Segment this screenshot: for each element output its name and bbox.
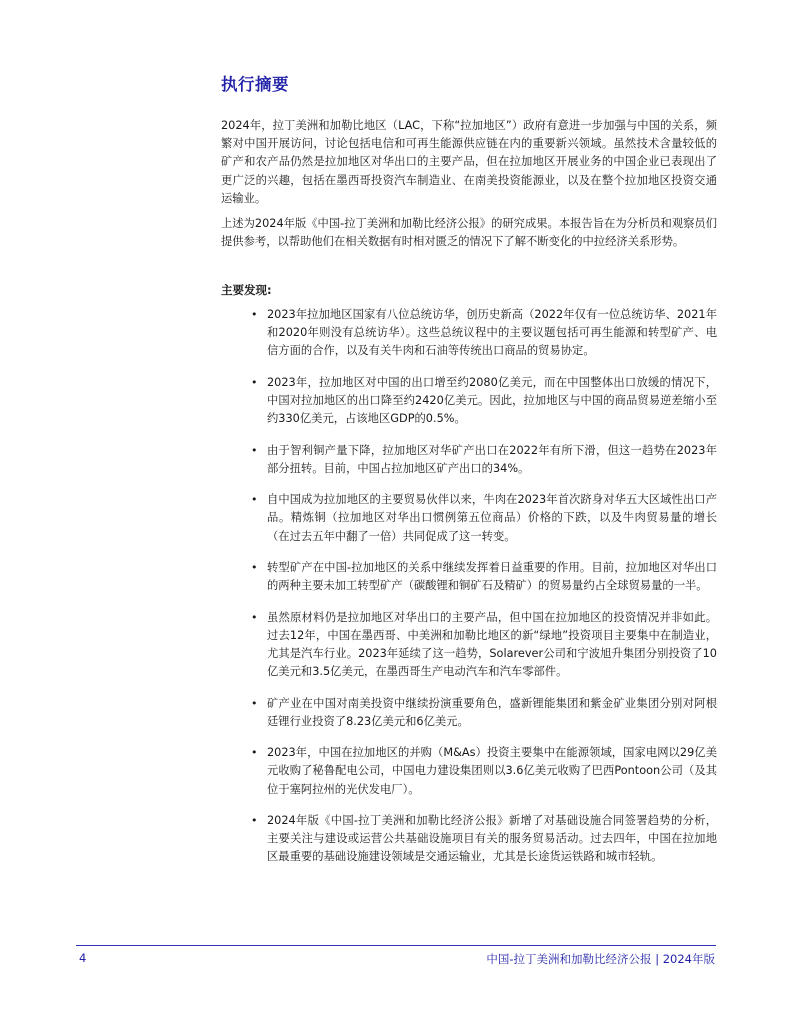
- finding-item: [221, 374, 717, 429]
- finding-text: 转型矿产在中国-拉加地区的关系中继续发挥着日益重要的作用。目前，拉加地区对华出口的两种主要未加工转型矿产（碳酸锂和铜矿石及精矿）的贸易量约占全球贸易量的一半。: [267, 560, 717, 593]
- finding-item: [221, 442, 717, 478]
- section-title: 执行摘要: [221, 75, 289, 94]
- finding-text: 2023年，中国在拉加地区的并购（M&As）投资主要集中在能源领域，国家电网以29亿美元收购了秘鲁配电公司，中国电力建设集团则以3.6亿美元收购了巴西Pontoon公司（及其位于塞阿拉州的光伏发电厂）。: [267, 746, 717, 796]
- bullet-icon: •: [251, 610, 258, 624]
- finding-text: 2023年，拉加地区对中国的出口增至约2080亿美元，而在中国整体出口放缓的情况下，中国对拉加地区的出口降至约2420亿美元。因此，拉加地区与中国的商品贸易逆差缩小至约330亿美元，占该地区GDP的0.5%。: [267, 375, 717, 426]
- bullet-icon: •: [251, 696, 258, 710]
- finding-item: [221, 695, 717, 731]
- bullet-icon: •: [251, 375, 258, 389]
- bullet-icon: •: [251, 308, 258, 321]
- finding-item: [221, 559, 717, 595]
- finding-item: [221, 744, 717, 799]
- finding-item: [221, 491, 717, 546]
- finding-item: [221, 609, 717, 682]
- bullet-icon: •: [251, 493, 258, 507]
- bullet-icon: •: [251, 443, 258, 457]
- finding-text: 自中国成为拉加地区的主要贸易伙伴以来，牛肉在2023年首次跻身对华五大区域性出口产品。精炼铜（拉加地区对华出口惯例第五位商品）价格的下跌，以及牛肉贸易量的增长（在过去五年中翻了一倍）共同促成了这一转变。: [267, 493, 717, 543]
- finding-text: 由于智利铜产量下降，拉加地区对华矿产出口在2022年有所下滑，但这一趋势在2023年部分扭转。目前，中国占拉加地区矿产出口的34%。: [267, 443, 717, 475]
- finding-text: 2023年拉加地区国家有八位总统访华，创历史新高（2022年仅有一位总统访华、2021年和2020年则没有总统访华）。这些总统议程中的主要议题包括可再生能源和转型矿产、电信方面的合作，以及有关牛肉和石油等传统出口商品的贸易协定。: [267, 308, 717, 358]
- finding-item: [221, 812, 717, 867]
- bullet-icon: •: [251, 813, 258, 827]
- findings-heading: 主要发现:: [221, 283, 272, 297]
- intro-paragraph: 2024年，拉丁美洲和加勒比地区（LAC，下称“拉加地区”）政府有意进一步加强与中国的关系，频繁对中国开展访问，讨论包括电信和可再生能源供应链在内的重要新兴领域。虽然技术含量较低的矿产和农产品仍然是拉加地区对华出口的主要产品，但在拉加地区开展业务的中国企业已表现出了更广泛的兴趣，包括在墨西哥投资汽车制造业、在南美投资能源业，以及在整个拉加地区投资交通运输业。: [221, 119, 717, 205]
- intro-paragraph: 上述为2024年版《中国-拉丁美洲和加勒比经济公报》的研究成果。本报告旨在为分析员和观察员们提供参考，以帮助他们在相关数据有时相对匮乏的情况下了解不断变化的中拉经济关系形势。: [221, 217, 718, 249]
- page-number: 4: [79, 951, 87, 965]
- bullet-icon: •: [251, 746, 258, 760]
- finding-item: [221, 306, 717, 361]
- footer-divider: [76, 945, 716, 946]
- finding-text: 虽然原材料仍是拉加地区对华出口的主要产品，但中国在拉加地区的投资情况并非如此。过去12年，中国在墨西哥、中美洲和加勒比地区的新“绿地”投资项目主要集中在制造业，尤其是汽车行业。2023年延续了这一趋势，Solarever公司和宁波旭升集团分别投资了10亿美元和3.5亿美元，在墨西哥生产电动汽车和汽车零部件。: [267, 610, 717, 679]
- bullet-icon: •: [251, 560, 258, 574]
- finding-text: 2024年版《中国-拉丁美洲和加勒比经济公报》新增了对基础设施合同签署趋势的分析，主要关注与建设或运营公共基础设施项目有关的服务贸易活动。过去四年，中国在拉加地区最重要的基础设施建设领域是交通运输业，尤其是长途货运铁路和城市轻轨。: [267, 813, 717, 864]
- finding-text: 矿产业在中国对南美投资中继续扮演重要角色，盛新锂能集团和紫金矿业集团分别对阿根廷锂行业投资了8.23亿美元和6亿美元。: [267, 696, 717, 728]
- footer-publication-title: 中国-拉丁美洲和加勒比经济公报 | 2024年版: [486, 952, 715, 966]
- findings-list: [221, 306, 717, 880]
